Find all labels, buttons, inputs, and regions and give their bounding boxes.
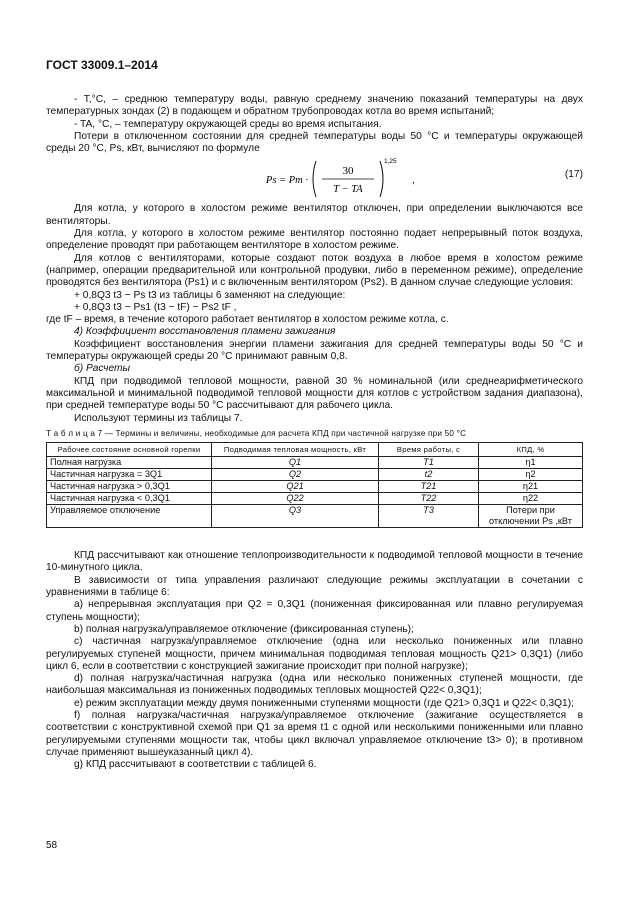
table-cell: Полная нагрузка (47, 457, 212, 469)
formula-numerator: 30 (342, 165, 354, 178)
paragraph: g) КПД рассчитывают в соответствии с таблицей 6. (74, 759, 317, 771)
table-cell: Q1 (212, 457, 379, 469)
table-cell: T3 (379, 505, 479, 528)
paragraph: КПД рассчитывают как отношение теплопроизводительности к подводимой тепловой мощности в течение 10-минутного цикла. (46, 550, 583, 574)
table-header: Подводимая тепловая мощность, кВт (212, 443, 379, 457)
table-header: КПД, % (479, 443, 583, 457)
table-header: Время работы, с (379, 443, 479, 457)
formula-number: (17) (564, 169, 583, 181)
table-cell: Частичная нагрузка < 0,3Q1 (47, 493, 212, 505)
table-cell: T1 (379, 457, 479, 469)
paragraph: + 0,8Q3 t3 − Ps t3 из таблицы 6 заменяют на следующие: (74, 289, 346, 301)
paragraph: КПД при подводимой тепловой мощности, равной 30 % номинальной (или среднеарифметического максимальной и минимальной подводимой тепловой мощности для котлов с устройством задания диапазона), при средней температуре воды 50 °С рассчитывают для рабочего цикла. (46, 375, 583, 412)
paragraph: 4) Коэффициент восстановления пламени зажигания (74, 326, 336, 338)
table-cell: η21 (479, 481, 583, 493)
table-header: Рабочее состояние основной горелки (47, 443, 212, 457)
formula-denominator: T − TA (333, 184, 363, 196)
paragraph: Потери в отключенном состоянии для средней температуры воды 50 °С и температуры окружающей среды 20 °С, Ps, кВт, вычисляют по формуле (46, 130, 583, 155)
table-row (47, 505, 583, 528)
table-caption: Т а б л и ц а 7 — Термины и величины, необходимые для расчета КПД при частичной нагрузке при 50 °С (46, 428, 467, 438)
table-row (47, 481, 583, 493)
formula-comma: , (412, 174, 415, 187)
body-text (46, 94, 583, 771)
table-cell: Q21 (212, 481, 379, 493)
paragraph: f) полная нагрузка/частичная нагрузка/управляемое отключение (зажигание осуществляется в соответствии с конструктивной схемой при Q1 за время t1 с одной или несколькими пониженными или плавно регулируемыми ступенями мощности так, чтобы цикл включал управляемое отключение t3> 0); в противном случае применяют вышеуказанный цикл 4). (46, 709, 583, 758)
table-cell: T21 (379, 481, 479, 493)
table-row (47, 457, 583, 469)
paragraph: б) Расчеты (74, 363, 130, 375)
formula-exponent: 1,25 (384, 158, 397, 166)
table-cell: η2 (479, 469, 583, 481)
paragraph: Для котла, у которого в холостом режиме вентилятор постоянно подает непрерывный поток воздуха, определение проводят при работающем вентиляторе в холостом режиме. (46, 228, 583, 252)
paragraph: Используют термины из таблицы 7. (74, 412, 243, 424)
table-cell: Q22 (212, 493, 379, 505)
paragraph: e) режим эксплуатации между двумя пониженными ступенями мощности (где Q21> 0,3Q1 и Q22< 0,3Q1); (74, 697, 574, 709)
paragraph: где tF – время, в течение которого работает вентилятор в холостом режиме котла, с. (46, 314, 449, 326)
page-number: 58 (46, 840, 58, 851)
page-header: ГОСТ 33009.1–2014 (46, 58, 158, 72)
table-cell: Управляемое отключение (47, 505, 212, 528)
table-cell: Q3 (212, 505, 379, 528)
paragraph: c) частичная нагрузка/управляемое отключение (одна или несколько пониженных или плавно регулируемых ступеней мощности, причем минимальная подводимая тепловая мощность Q21> 0,3Q1) (либо цикл 6, если в соответствии с конструкцией зажигание происходит при полной нагрузке); (46, 636, 583, 672)
formula-graphic (46, 155, 583, 203)
table-cell: t2 (379, 469, 479, 481)
table-cell: Потери при отключении Ps ,кВт (479, 505, 583, 528)
table-cell: Q2 (212, 469, 379, 481)
paragraph: Коэффициент восстановления энергии пламени зажигания для средней температуры воды 50 °С и температуры окружающей среды 20 °С принимают равным 0,8. (46, 338, 583, 363)
paragraph: - T,°C, – среднюю температуру воды, равную среднему значению показаний температуры на двух температурных зондах (2) в подающем и обратном трубопроводах котла во время испытаний; (46, 94, 583, 118)
table-cell: η1 (479, 457, 583, 469)
formula-lhs: Ps = Pm · (265, 175, 308, 187)
table-cell: Частичная нагрузка = 3Q1 (47, 469, 212, 481)
formula-17 (46, 155, 583, 203)
paragraph: В зависимости от типа управления различают следующие режимы эксплуатации в сочетании с уравнениями в таблице 6: (46, 574, 583, 599)
table-cell: Частичная нагрузка > 0,3Q1 (47, 481, 212, 493)
table-7 (46, 442, 583, 528)
paragraph: Для котлов с вентиляторами, которые создают поток воздуха в любое время в холостом режиме (например, операции предварительной или контрольной продувки, либо в переменном режиме), определение проводятся без вентилятора (Ps1) и с включенным вентилятором (Ps2). В данном случае следующие условия: (46, 252, 583, 289)
table-row (47, 469, 583, 481)
table-cell: T22 (379, 493, 479, 505)
paragraph: а) непрерывная эксплуатация при Q2 = 0,3Q1 (пониженная фиксированная или плавно регулируемая ступень мощности); (46, 599, 583, 623)
table-row (47, 493, 583, 505)
paragraph: Для котла, у которого в холостом режиме вентилятор отключен, при определении выключаются все вентиляторы. (46, 203, 583, 227)
paragraph: d) полная нагрузка/частичная нагрузка (одна или несколько пониженных ступеней мощности, где наибольшая максимальная из пониженных подводимых тепловых мощностей Q22< 0,3Q1); (46, 673, 583, 697)
paragraph: + 0,8Q3 t3 − Ps1 (t3 − tF) − Ps2 tF , (74, 301, 237, 313)
paragraph: - TA, °C, – температуру окружающей среды во время испытания. (74, 118, 382, 130)
paragraph: b) полная нагрузка/управляемое отключение (фиксированная ступень); (74, 623, 414, 635)
table-cell: η22 (479, 493, 583, 505)
